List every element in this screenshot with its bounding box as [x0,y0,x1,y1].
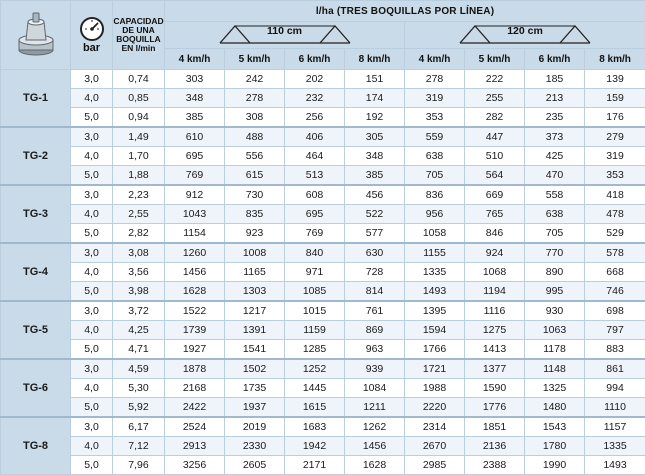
speed-header: 6 km/h [525,49,585,70]
rate-cell: 1217 [225,301,285,321]
rate-cell: 176 [585,108,645,128]
rate-cell: 1155 [405,243,465,263]
rate-cell: 1721 [405,359,465,379]
rate-cell: 971 [285,263,345,282]
nozzle-model: TG-8 [1,417,71,475]
pressure-cell: 3,0 [71,70,113,89]
nozzle-model: TG-1 [1,70,71,128]
rate-cell: 1395 [405,301,465,321]
rate-cell: 235 [525,108,585,128]
rate-cell: 1628 [165,282,225,302]
rate-cell: 1927 [165,340,225,360]
flow-title: l/ha (TRES BOQUILLAS POR LÍNEA) [165,1,645,22]
rate-cell: 456 [345,185,405,205]
rate-cell: 995 [525,282,585,302]
rate-cell: 2388 [465,456,525,475]
pressure-header [71,1,113,70]
rate-cell: 303 [165,70,225,89]
rate-cell: 1377 [465,359,525,379]
table-row [1,243,645,263]
rate-cell: 669 [465,185,525,205]
table-row [1,417,645,437]
rate-cell: 1148 [525,359,585,379]
rate-cell: 2422 [165,398,225,418]
rate-cell: 761 [345,301,405,321]
rate-cell: 578 [585,243,645,263]
table-body [1,70,645,475]
rate-cell: 1990 [525,456,585,475]
rate-cell: 1456 [345,437,405,456]
capacity-header [113,1,165,70]
spacing-110-header [165,22,405,49]
capacity-cell: 1,88 [113,166,165,186]
rate-cell: 1628 [345,456,405,475]
capacity-cell: 5,30 [113,379,165,398]
rate-cell: 1878 [165,359,225,379]
rate-cell: 2019 [225,417,285,437]
rate-cell: 255 [465,89,525,108]
rate-cell: 1157 [585,417,645,437]
nozzle-model: TG-4 [1,243,71,301]
rate-cell: 513 [285,166,345,186]
pressure-cell: 3,0 [71,185,113,205]
pressure-cell: 4,0 [71,205,113,224]
rate-cell: 1043 [165,205,225,224]
rate-cell: 151 [345,70,405,89]
pressure-cell: 5,0 [71,224,113,244]
table-row [1,147,645,166]
capacity-line: CAPACIDAD [113,17,164,26]
rate-cell: 174 [345,89,405,108]
rate-cell: 769 [285,224,345,244]
rate-cell: 1735 [225,379,285,398]
rate-cell: 425 [525,147,585,166]
rate-cell: 1285 [285,340,345,360]
table-row [1,108,645,128]
rate-cell: 1594 [405,321,465,340]
capacity-cell: 5,92 [113,398,165,418]
rate-cell: 1325 [525,379,585,398]
rate-cell: 185 [525,70,585,89]
rate-cell: 2985 [405,456,465,475]
nozzle-model: TG-2 [1,127,71,185]
rate-cell: 728 [345,263,405,282]
rate-cell: 447 [465,127,525,147]
rate-cell: 139 [585,70,645,89]
rate-cell: 564 [465,166,525,186]
table-row [1,282,645,302]
rate-cell: 746 [585,282,645,302]
capacity-cell: 1,49 [113,127,165,147]
capacity-cell: 3,56 [113,263,165,282]
rate-cell: 1015 [285,301,345,321]
capacity-cell: 3,08 [113,243,165,263]
rate-cell: 2913 [165,437,225,456]
speed-header: 6 km/h [285,49,345,70]
capacity-cell: 1,70 [113,147,165,166]
rate-cell: 1615 [285,398,345,418]
pressure-cell: 4,0 [71,437,113,456]
rate-cell: 769 [165,166,225,186]
rate-cell: 418 [585,185,645,205]
rate-cell: 963 [345,340,405,360]
rate-cell: 1110 [585,398,645,418]
rate-cell: 2168 [165,379,225,398]
table-row [1,166,645,186]
rate-cell: 869 [345,321,405,340]
pressure-cell: 3,0 [71,417,113,437]
rate-cell: 278 [405,70,465,89]
capacity-cell: 2,82 [113,224,165,244]
rate-cell: 1154 [165,224,225,244]
rate-cell: 630 [345,243,405,263]
rate-cell: 242 [225,70,285,89]
capacity-cell: 0,74 [113,70,165,89]
rate-cell: 1780 [525,437,585,456]
spacing-label: 110 cm [210,25,360,37]
rate-cell: 1942 [285,437,345,456]
rate-cell: 698 [585,301,645,321]
capacity-cell: 4,59 [113,359,165,379]
rate-cell: 1480 [525,398,585,418]
table-row [1,263,645,282]
rate-cell: 912 [165,185,225,205]
nozzle-model: TG-3 [1,185,71,243]
rate-cell: 638 [525,205,585,224]
pressure-cell: 5,0 [71,108,113,128]
rate-cell: 488 [225,127,285,147]
capacity-cell: 3,98 [113,282,165,302]
pressure-cell: 4,0 [71,379,113,398]
capacity-cell: 7,96 [113,456,165,475]
rate-cell: 470 [525,166,585,186]
rate-cell: 2330 [225,437,285,456]
pressure-cell: 4,0 [71,263,113,282]
rate-cell: 705 [525,224,585,244]
rate-cell: 1211 [345,398,405,418]
table-row [1,379,645,398]
speed-header: 8 km/h [345,49,405,70]
rate-cell: 556 [225,147,285,166]
rate-cell: 2136 [465,437,525,456]
rate-cell: 2605 [225,456,285,475]
rate-cell: 1541 [225,340,285,360]
rate-cell: 695 [165,147,225,166]
table-row [1,456,645,475]
rate-cell: 279 [585,127,645,147]
rate-cell: 1063 [525,321,585,340]
rate-cell: 522 [345,205,405,224]
rate-cell: 464 [285,147,345,166]
table-row [1,127,645,147]
rate-cell: 1445 [285,379,345,398]
rate-cell: 1275 [465,321,525,340]
capacity-cell: 0,85 [113,89,165,108]
rate-cell: 529 [585,224,645,244]
rate-cell: 256 [285,108,345,128]
rate-cell: 939 [345,359,405,379]
rate-cell: 835 [225,205,285,224]
capacity-line: EN l/min [113,44,164,53]
capacity-cell: 2,55 [113,205,165,224]
rate-cell: 2524 [165,417,225,437]
rate-cell: 213 [525,89,585,108]
rate-cell: 2670 [405,437,465,456]
rate-cell: 3256 [165,456,225,475]
rate-cell: 1335 [585,437,645,456]
rate-cell: 765 [465,205,525,224]
rate-cell: 1590 [465,379,525,398]
nozzle-model: TG-6 [1,359,71,417]
table-row [1,340,645,360]
rate-cell: 1335 [405,263,465,282]
rate-cell: 353 [585,166,645,186]
rate-cell: 1116 [465,301,525,321]
pressure-cell: 5,0 [71,282,113,302]
rate-cell: 956 [405,205,465,224]
rate-cell: 1008 [225,243,285,263]
rate-cell: 348 [165,89,225,108]
speed-header: 5 km/h [225,49,285,70]
rate-cell: 615 [225,166,285,186]
speed-header: 8 km/h [585,49,645,70]
table-row [1,437,645,456]
rate-cell: 558 [525,185,585,205]
rate-cell: 385 [345,166,405,186]
capacity-line: DE UNA [113,26,164,35]
rate-cell: 319 [585,147,645,166]
table-row [1,205,645,224]
rate-cell: 222 [465,70,525,89]
rate-cell: 1058 [405,224,465,244]
rate-cell: 1413 [465,340,525,360]
table-row [1,321,645,340]
rate-cell: 840 [285,243,345,263]
rate-cell: 1456 [165,263,225,282]
spacing-120-header [405,22,645,49]
pressure-cell: 3,0 [71,359,113,379]
pressure-cell: 3,0 [71,301,113,321]
rate-cell: 1085 [285,282,345,302]
rate-cell: 861 [585,359,645,379]
pressure-cell: 4,0 [71,147,113,166]
rate-cell: 1068 [465,263,525,282]
rate-cell: 510 [465,147,525,166]
rate-cell: 1739 [165,321,225,340]
rate-cell: 1391 [225,321,285,340]
rate-cell: 319 [405,89,465,108]
rate-cell: 836 [405,185,465,205]
rate-cell: 1159 [285,321,345,340]
spacing-label: 120 cm [450,25,600,37]
rate-cell: 930 [525,301,585,321]
rate-cell: 406 [285,127,345,147]
pressure-cell: 3,0 [71,127,113,147]
rate-cell: 1262 [345,417,405,437]
rate-cell: 577 [345,224,405,244]
rate-cell: 192 [345,108,405,128]
bar-label: bar [71,42,112,54]
rate-cell: 1766 [405,340,465,360]
rate-cell: 814 [345,282,405,302]
capacity-cell: 0,94 [113,108,165,128]
capacity-cell: 6,17 [113,417,165,437]
rate-cell: 883 [585,340,645,360]
rate-cell: 890 [525,263,585,282]
rate-cell: 1502 [225,359,285,379]
rate-cell: 1493 [585,456,645,475]
table-row [1,70,645,89]
rate-cell: 1260 [165,243,225,263]
table-row [1,89,645,108]
rate-cell: 1178 [525,340,585,360]
rate-cell: 608 [285,185,345,205]
rate-cell: 478 [585,205,645,224]
pressure-cell: 3,0 [71,243,113,263]
rate-cell: 994 [585,379,645,398]
rate-cell: 308 [225,108,285,128]
rate-cell: 353 [405,108,465,128]
rate-cell: 282 [465,108,525,128]
rate-cell: 1194 [465,282,525,302]
rate-cell: 1988 [405,379,465,398]
rate-cell: 695 [285,205,345,224]
rate-cell: 1543 [525,417,585,437]
rate-cell: 1937 [225,398,285,418]
capacity-cell: 3,72 [113,301,165,321]
capacity-cell: 4,71 [113,340,165,360]
speed-header: 4 km/h [165,49,225,70]
rate-cell: 705 [405,166,465,186]
rate-cell: 202 [285,70,345,89]
rate-cell: 1084 [345,379,405,398]
nozzle-icon [16,10,56,58]
table-row [1,224,645,244]
rate-cell: 2171 [285,456,345,475]
rate-cell: 846 [465,224,525,244]
capacity-cell: 4,25 [113,321,165,340]
speed-header: 5 km/h [465,49,525,70]
rate-cell: 348 [345,147,405,166]
rate-cell: 1851 [465,417,525,437]
nozzle-model: TG-5 [1,301,71,359]
rate-cell: 1522 [165,301,225,321]
table-row [1,398,645,418]
rate-cell: 232 [285,89,345,108]
rate-cell: 923 [225,224,285,244]
rate-cell: 770 [525,243,585,263]
pressure-cell: 4,0 [71,89,113,108]
rate-cell: 924 [465,243,525,263]
capacity-cell: 2,23 [113,185,165,205]
rate-cell: 305 [345,127,405,147]
pressure-cell: 4,0 [71,321,113,340]
rate-cell: 2220 [405,398,465,418]
table-row [1,359,645,379]
table-row [1,185,645,205]
rate-cell: 385 [165,108,225,128]
rate-cell: 1303 [225,282,285,302]
rate-cell: 638 [405,147,465,166]
rate-cell: 1776 [465,398,525,418]
rate-cell: 797 [585,321,645,340]
table-row [1,301,645,321]
rate-cell: 1493 [405,282,465,302]
rate-cell: 730 [225,185,285,205]
rate-cell: 2314 [405,417,465,437]
rate-cell: 373 [525,127,585,147]
table-header [1,1,645,70]
rate-cell: 1165 [225,263,285,282]
pressure-cell: 5,0 [71,456,113,475]
pressure-cell: 5,0 [71,340,113,360]
pressure-cell: 5,0 [71,166,113,186]
rate-cell: 559 [405,127,465,147]
pressure-cell: 5,0 [71,398,113,418]
capacity-line: BOQUILLA [113,35,164,44]
rate-cell: 159 [585,89,645,108]
rate-cell: 668 [585,263,645,282]
pressure-gauge-icon [79,16,105,42]
rate-cell: 278 [225,89,285,108]
rate-cell: 1683 [285,417,345,437]
capacity-cell: 7,12 [113,437,165,456]
rate-cell: 1252 [285,359,345,379]
nozzle-icon-cell [1,1,71,70]
rate-cell: 610 [165,127,225,147]
speed-header: 4 km/h [405,49,465,70]
